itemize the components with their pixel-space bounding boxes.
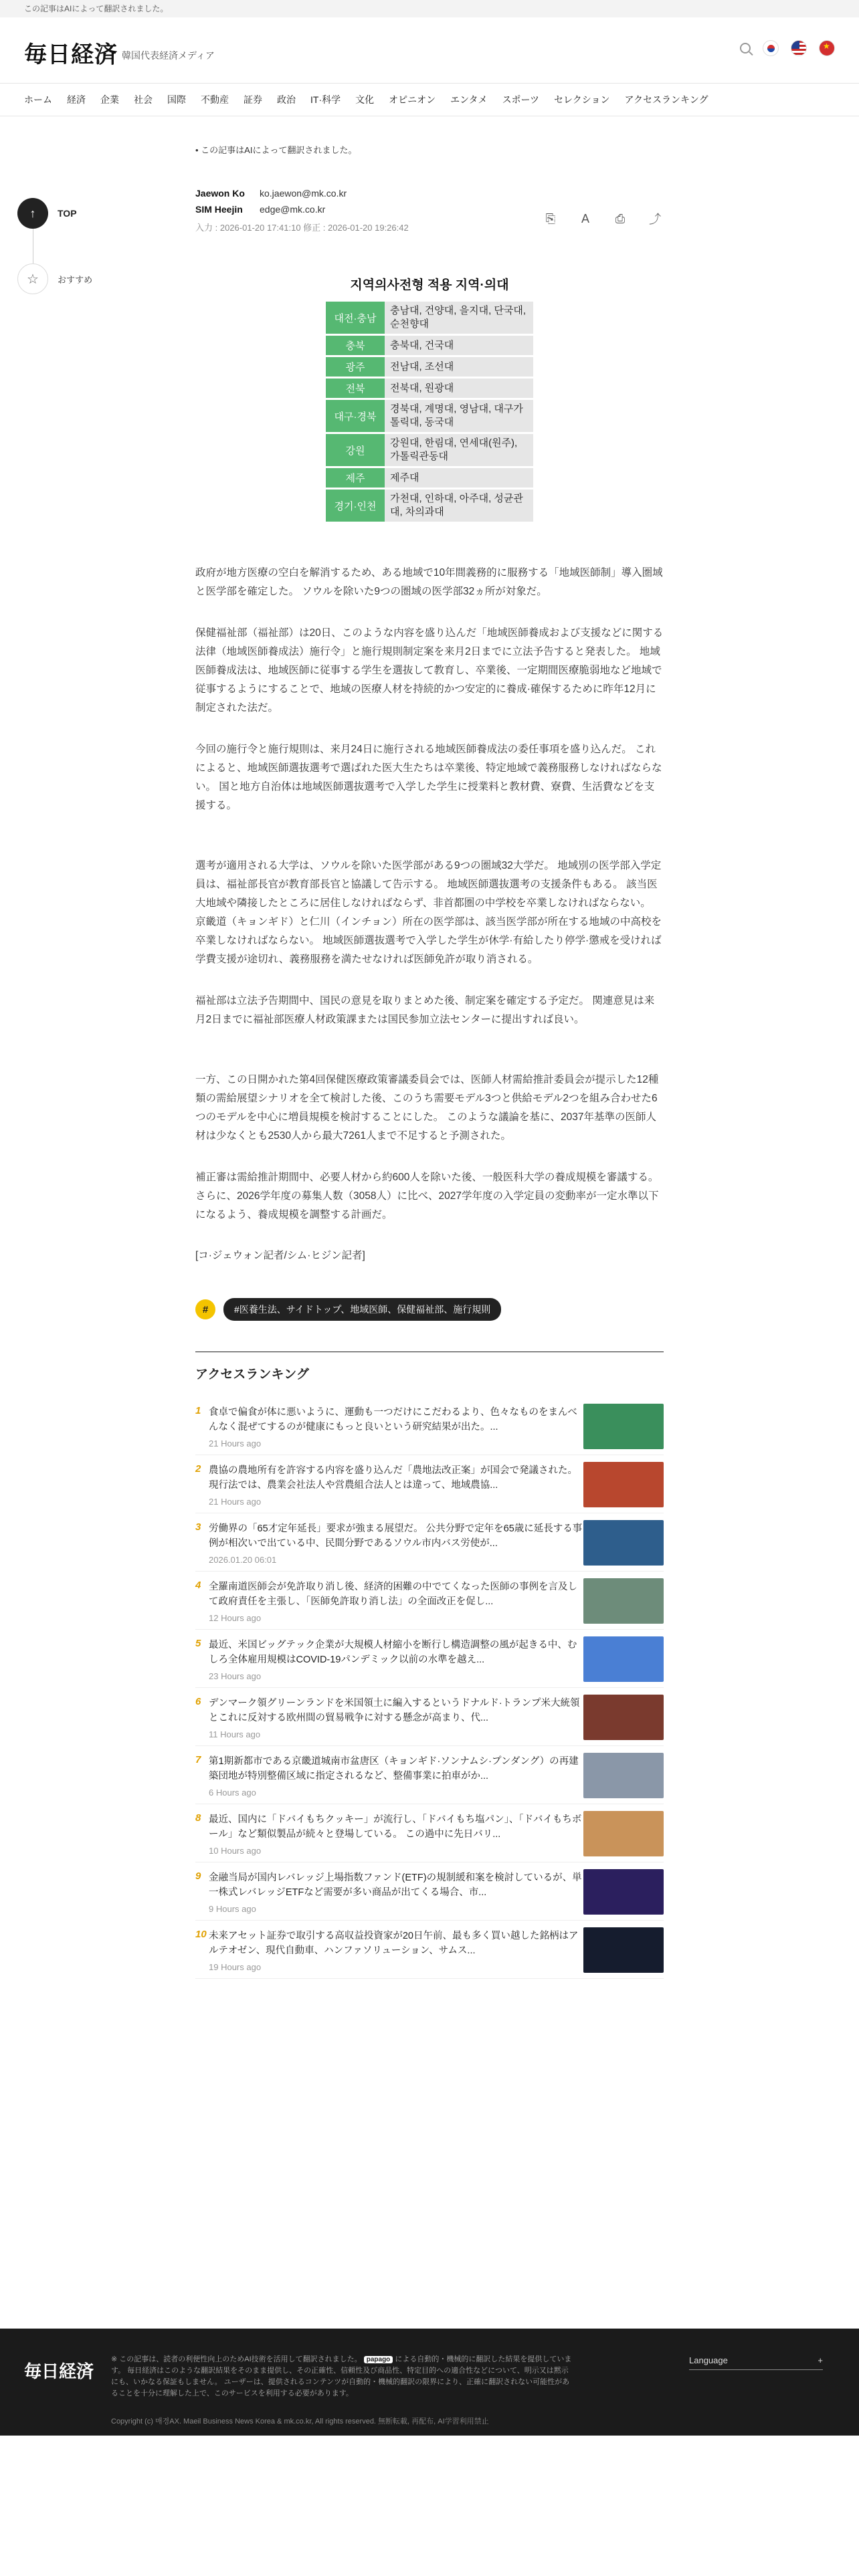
main-nav [0,83,859,116]
rank-thumbnail[interactable] [583,1404,664,1449]
rank-headline[interactable]: 金融当局が国内レバレッジ上場指数ファンド(ETF)の規制緩和案を検討しているが、単一株式レバレッジETFなど需要が多い商品が出てくる場合、市... [209,1872,582,1898]
article-paragraph: 福祉部は立法予告期間中、国民の意見を取りまとめた後、制定案を確定する予定だ。 関連意見は来月2日までに福祉部医療人材政策課または国民参加立法センターに提出すれば良い。 [195,995,655,1025]
rank-headline[interactable]: 未来アセット証券で取引する高収益投資家が20日午前、最も多く買い越した銘柄はアルテオゼン、現代自動車、ハンファソリューション、サムス... [209,1931,579,1956]
nav-item-world[interactable]: 国際 [167,94,186,105]
rank-thumbnail[interactable] [583,1869,664,1915]
rank-number: 7 [195,1754,201,1765]
article-dates: 入力 : 2026-01-20 17:41:10 修正 : 2026-01-20 19:26:42 [195,223,409,233]
rank-headline[interactable]: 最近、米国ビッグテック企業が大規模人材縮小を断行し構造調整の風が起きる中、むしろ全体雇用規模はCOVID-19パンデミック以前の水準を越え... [209,1640,577,1665]
top-label: TOP [58,208,77,219]
search-icon[interactable] [740,43,751,53]
rank-number: 3 [195,1521,201,1533]
region-cell: 대구·경북 [326,400,385,432]
site-footer [0,2329,859,2436]
rank-number: 9 [195,1870,201,1882]
rank-headline[interactable]: 最近、国内に「ドバイもちクッキー」が流行し、「ドバイもち塩パン」、「ドバイもちボール」など類似製品が続々と登場している。 この過中に先日バリ... [209,1814,582,1840]
recommend-button[interactable] [17,263,98,294]
rank-number: 1 [195,1405,201,1416]
region-cell: 강원 [326,434,385,466]
nav-item-business[interactable]: 企業 [100,94,119,105]
rank-body [209,1754,583,1804]
region-cell: 광주 [326,357,385,377]
share-icon[interactable]: ⤴ [649,213,661,226]
ranking-item[interactable] [195,1862,664,1921]
table-row [326,357,533,377]
rank-headline[interactable]: デンマーク領グリーンランドを米国領土に編入するというドナルド·トランプ米大統領とこれに反対する欧州間の貿易戦争に対する懸念が高まり、代... [209,1698,580,1723]
university-cell: 전북대, 원광대 [385,379,533,398]
rank-time: 19 Hours ago [209,1962,262,1972]
site-header [0,17,859,83]
rank-time: 10 Hours ago [209,1846,262,1856]
site-tagline: 韓国代表経済メディア [122,50,215,61]
table-row [326,468,533,488]
rank-thumbnail[interactable] [583,1520,664,1566]
author-name: Jaewon Ko [195,188,245,199]
font-size-icon[interactable]: A [581,211,589,225]
rank-number: 10 [195,1929,207,1940]
rank-body [209,1812,583,1862]
rank-number: 2 [195,1463,201,1475]
rank-time: 11 Hours ago [209,1729,261,1739]
rank-thumbnail[interactable] [583,1578,664,1624]
region-cell: 경기·인천 [326,490,385,522]
rank-headline[interactable]: 労働界の「65才定年延長」要求が強まる展望だ。 公共分野で定年を65歳に延長する事例が相次いで出ている中、民間分野であるソウル市内バス労使が... [209,1523,583,1549]
author-row [195,185,664,201]
nav-item-sports[interactable]: スポーツ [502,94,540,105]
nav-item-stocks[interactable]: 証券 [244,94,262,105]
footer-copyright: Copyright (c) 매경AX. Maeil Business News Korea & mk.co.kr, All rights reserved. 無断転載, 再配布, AI学習利用禁止 [111,2418,489,2426]
region-cell: 대전·충남 [326,302,385,334]
article-body [195,564,664,1224]
article-tools [542,210,664,227]
region-cell: 제주 [326,468,385,488]
nav-item-real-estate[interactable]: 不動産 [201,94,229,105]
nav-item-it-science[interactable]: IT·科学 [310,94,341,105]
papago-logo: papago [364,2356,393,2363]
top-notice-bar [0,0,859,17]
university-cell: 경북대, 계명대, 영남대, 대구가톨릭대, 동국대 [385,400,533,432]
nav-item-ranking[interactable]: アクセスランキング [624,94,708,105]
nav-item-home[interactable]: ホーム [24,94,52,105]
nav-item-opinion[interactable]: オピニオン [389,94,436,105]
nav-item-economy[interactable]: 経済 [67,94,86,105]
rank-thumbnail[interactable] [583,1927,664,1973]
table-row [326,490,533,522]
nav-item-politics[interactable]: 政治 [277,94,296,105]
rank-body [209,1929,583,1978]
ranking-item[interactable] [195,1455,664,1513]
figure-title: 지역의사전형 적용 지역·의대 [350,278,509,292]
table-row [326,434,533,466]
nav-item-entertainment[interactable]: エンタメ [450,94,488,105]
nav-item-society[interactable]: 社会 [134,94,153,105]
footer-notice-body: による自動的・機械的に翻訳した結果を提供しています。 毎日経済はこのような翻訳結果をそのまま提供し、その正確性、信頼性及び商品性、特定目的への適合性などについて、明示又は黙示にも、いかなる保証もしません。 ユーザーは、提供されるコンテンツが自動的・機械的翻訳の限界により、正確に翻訳されない可能性があることを十分に理解した上で、このサービスを利用する必要があります。 [111,2355,572,2397]
ai-note-text: この記事はAIによって翻訳されました。 [201,145,357,155]
footer-notice [111,2354,573,2399]
region-cell: 전북 [326,379,385,398]
ranking-item[interactable] [195,1572,664,1630]
ranking-item[interactable] [195,1513,664,1572]
ranking-item[interactable] [195,1921,664,1979]
korean-flag-icon[interactable] [763,40,779,56]
university-cell: 강원대, 한림대, 연세대(원주), 가톨릭관동대 [385,434,533,466]
article-paragraph: 補正審は需給推計期間中、必要人材から約600人を除いた後、一般医科大学の養成規模を審議する。 さらに、2026学年度の募集人数（3058人）に比べ、2027学年度の入学定員の変動率が一定水準以下になるよう、養成規模を調整する計画だ。 [195,1172,659,1220]
table-row [326,336,533,355]
author-name: SIM Heejin [195,204,243,215]
article-paragraph: 一方、この日開かれた第4回保健医療政策審議委員会では、医師人材需給推計委員会が提示した12種類の需給展望シナリオを全て検討した後、このうち需要モデル3つと供給モデル2つを組み合わせた6つのモデルを中心に増員規模を検討することにした。 このような議論を基に、2037年基準の医師人材は少なくとも2530人から最大7261人まで不足すると予測された。 [195,1074,659,1142]
language-selector[interactable] [689,2355,823,2370]
article-paragraph: 選考が適用される大学は、ソウルを除いた医学部がある9つの圏域32大学だ。 地域別の医学部入学定員は、福祉部長官が教育部長官と協議して告示する。 地域医師選抜選考の支援条件もある。 該当医大地域や隣接したところに居住しなければならず、非首都圏の中学校を卒業しなければならない。 京畿道（キョンギド）と仁川（インチョン）所在の医学部は、該当医学部が所在する地域の中高校を卒業しなければならない。 地域医師選抜選考で入学した学生が休学·有給したり停学·懲戒を受ければ学費支援が途切れ、義務服務を満たせなければ医師免許が取り消される。 [195,860,662,965]
ranking-item[interactable] [195,1746,664,1804]
rank-headline[interactable]: 全羅南道医師会が免許取り消し後、経済的困難の中でてくなった医師の事例を言及して政府責任を主張し、「医師免許取り消し法」の全面改正を促し... [209,1582,577,1607]
rank-body [209,1463,583,1513]
rank-thumbnail[interactable] [583,1695,664,1740]
table-row [326,379,533,398]
rank-thumbnail[interactable] [583,1636,664,1682]
footer-notice-prefix: ※ この記事は、読者の利便性向上のためAI技術を活用して翻訳されました。 [111,2355,362,2363]
china-flag-icon[interactable] [819,40,835,56]
table-row [326,302,533,334]
rank-body [209,1521,583,1571]
rank-time: 9 Hours ago [209,1904,256,1914]
rank-headline[interactable]: 農協の農地所有を許容する内容を盛り込んだ「農地法改正案」が国会で発議された。 現行法では、農業会社法人や営農組合法人とは違って、地域農協... [209,1465,577,1491]
footer-logo[interactable]: 毎日経済 [24,2362,94,2382]
print-icon[interactable]: ⎙ [615,211,626,225]
rank-number: 5 [195,1638,201,1649]
rank-body [209,1696,583,1745]
header-icons [740,40,835,56]
rank-headline[interactable]: 第1期新都市である京畿道城南市盆唐区（キョンギド·ソンナムシ·プンダング）の再建築団地が特別整備区域に指定されるなど、整備事業に拍車がか... [209,1756,579,1782]
rank-headline[interactable]: 食卓で偏食が体に悪いように、運動も一つだけにこだわるより、色々なものをまんべんなく混ぜてするのが健康にもっと良いという研究結果が出た。... [209,1407,577,1432]
table-row [326,400,533,432]
rank-time: 2026.01.20 06:01 [209,1555,277,1565]
plus-icon[interactable]: + [818,2355,823,2365]
university-cell: 충남대, 건양대, 을지대, 단국대, 순천향대 [385,302,533,334]
nav-item-selection[interactable]: セレクション [554,94,610,105]
university-cell: 제주대 [385,468,533,488]
site-logo[interactable]: 毎日経済 [24,41,118,68]
rank-number: 8 [195,1812,201,1824]
rank-time: 23 Hours ago [209,1671,262,1681]
rank-thumbnail[interactable] [583,1462,664,1507]
author-email[interactable]: ko.jaewon@mk.co.kr [260,188,347,199]
rank-body [209,1870,583,1920]
region-table [326,300,533,524]
article-paragraph: 政府が地方医療の空白を解消するため、ある地域で10年間義務的に服務する「地域医師制」導入圏域と医学部を確定した。 ソウルを除いた9つの圏域の医学部32ヵ所が対象だ。 [195,567,663,597]
rank-time: 21 Hours ago [209,1497,262,1507]
rank-body [209,1405,583,1455]
rank-body [209,1580,583,1629]
arrow-up-icon[interactable]: ↑ [17,198,48,229]
region-cell: 충북 [326,336,385,355]
language-label: Language [689,2355,728,2365]
ranking-list [195,1397,664,1979]
university-cell: 전남대, 조선대 [385,357,533,377]
rank-thumbnail[interactable] [583,1811,664,1856]
university-cell: 충북대, 건국대 [385,336,533,355]
article-paragraph: 保健福祉部（福祉部）は20日、このような内容を盛り込んだ「地域医師養成および支援などに関する法律（地域医師養成法）施行令」と施行規則制定案を来月2日までに立法予告すると発表した。 地域医師養成法は、地域医師に従事する学生を選抜して教育し、卒業後、一定期間医療脆弱地など地域で従事するようにすることで、地域の医療人材を持続的かつ安定的に養成·確保するために昨年12月に制定された法だ。 [195,627,664,714]
article-paragraph: 今回の施行令と施行規則は、来月24日に施行される地域医師養成法の委任事項を盛り込んだ。 これによると、地域医師選抜選考で選ばれた医大生たちは卒業後、特定地域で義務服務しなければならない。 国と地方自治体は地域医師選抜選考で入学した学生に授業料と教材費、寮費、生活費などを支援する。 [195,744,662,811]
floating-sidebar [17,198,98,294]
rank-body [209,1638,583,1687]
us-flag-icon[interactable] [791,40,807,56]
university-cell: 가천대, 인하대, 아주대, 성균관대, 차의과대 [385,490,533,522]
ai-translation-note: • この記事はAIによって翻訳されました。 [195,145,357,155]
region-figure [326,275,533,524]
rank-time: 6 Hours ago [209,1788,256,1798]
rank-number: 4 [195,1580,201,1591]
top-button[interactable] [17,198,98,229]
rank-thumbnail[interactable] [583,1753,664,1798]
tag-row [195,1298,664,1321]
recommend-label: おすすめ [58,274,93,285]
ranking-item[interactable] [195,1804,664,1862]
author-email[interactable]: edge@mk.co.kr [260,204,326,215]
tag-pill[interactable]: #医養生法、サイドトップ、地域医師、保健福祉部、施行規則 [223,1298,501,1321]
ranking-item[interactable] [195,1397,664,1455]
ranking-item[interactable] [195,1630,664,1688]
ranking-title: アクセスランキング [195,1368,309,1382]
article [195,143,664,1979]
nav-item-culture[interactable]: 文化 [355,94,375,105]
rank-time: 21 Hours ago [209,1438,262,1448]
star-icon[interactable]: ☆ [17,263,48,294]
translate-icon[interactable]: ⎘ [545,211,556,225]
ranking-item[interactable] [195,1688,664,1746]
rank-time: 12 Hours ago [209,1613,262,1623]
reporter-credit: [コ·ジェウォン記者/シム·ヒジン記者] [195,1250,365,1261]
top-notice-text: この記事はAIによって翻訳されました。 [24,4,169,13]
rank-number: 6 [195,1696,201,1707]
hashtag-icon: # [195,1299,215,1319]
